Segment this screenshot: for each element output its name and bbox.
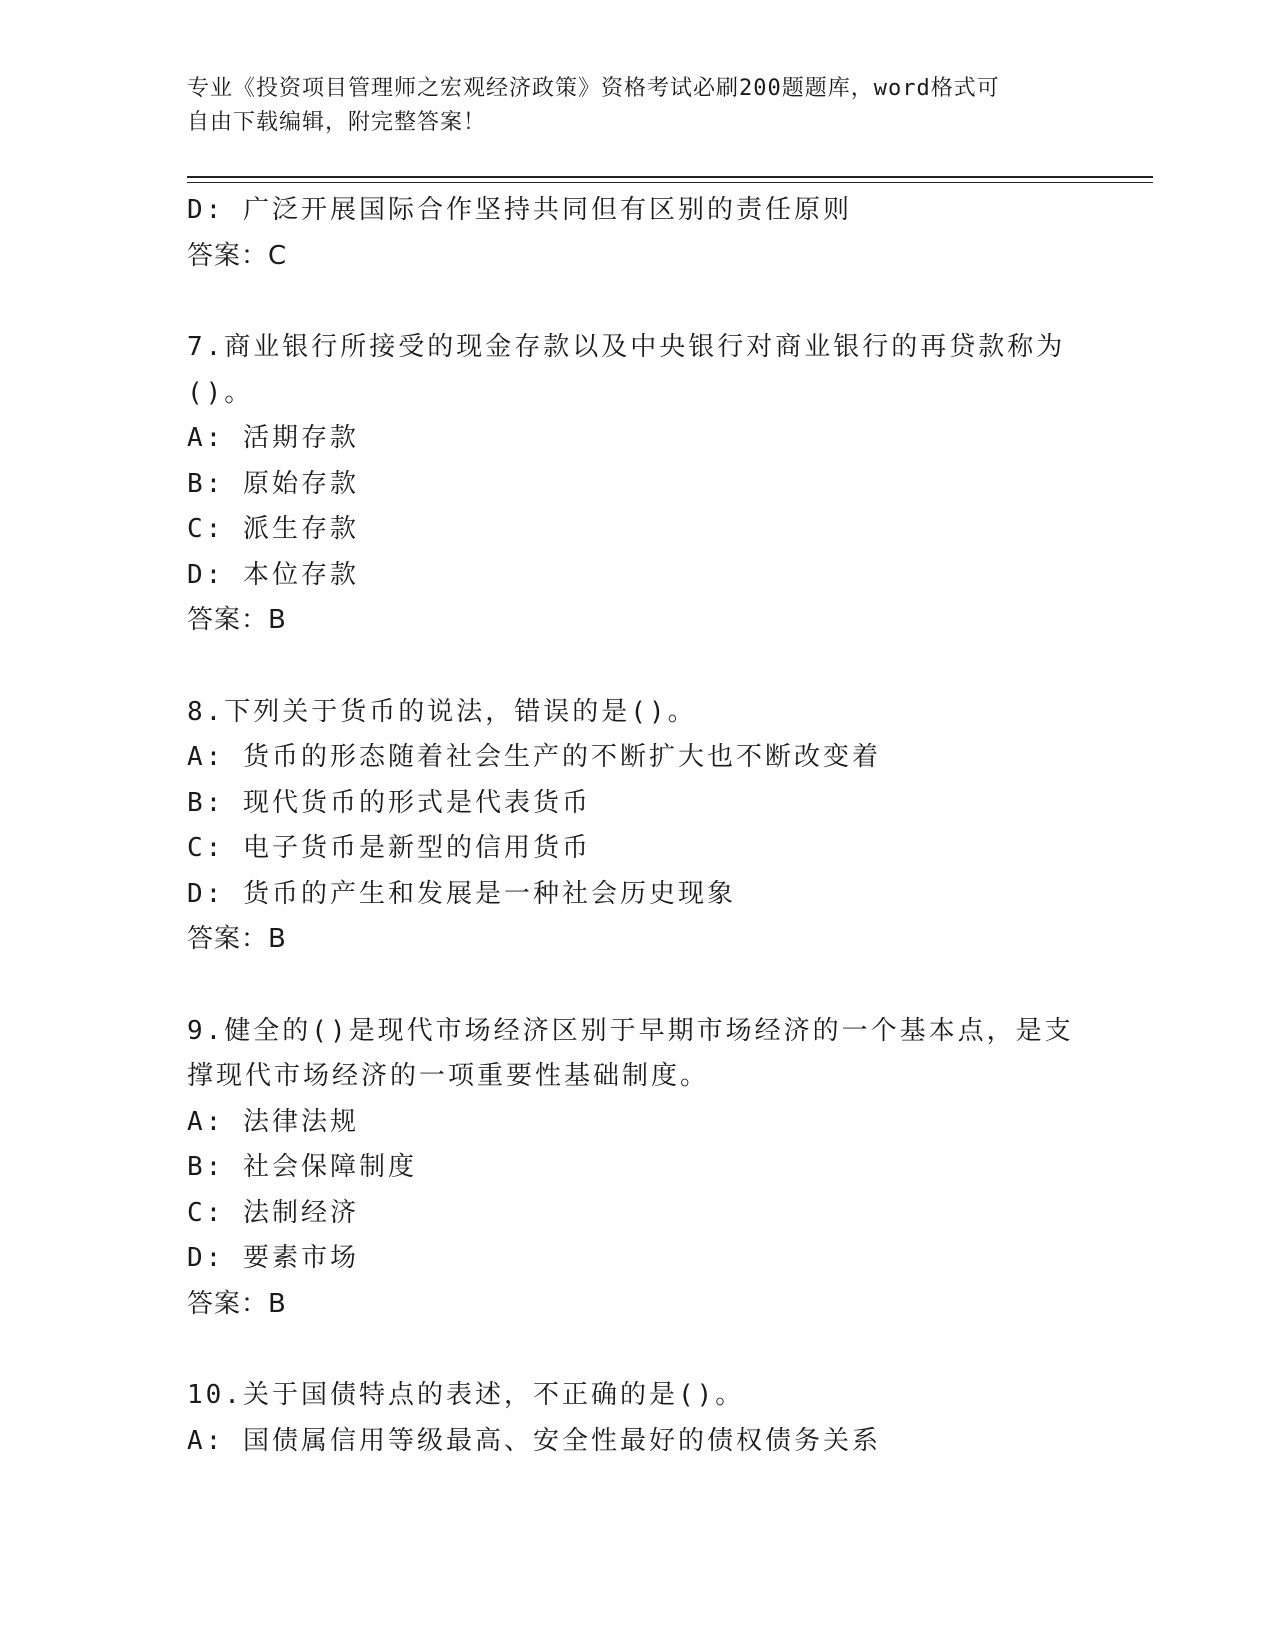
question-stem: 10.关于国债特点的表述，不正确的是()。 xyxy=(187,1380,745,1410)
option-d: D: 货币的产生和发展是一种社会历史现象 xyxy=(187,878,736,909)
header-title-line-2: 自由下载编辑，附完整答案！ xyxy=(187,110,487,135)
option-c: C: 法制经济 xyxy=(187,1197,359,1228)
spacer xyxy=(187,644,1087,690)
answer-label: 答案：B xyxy=(187,1288,287,1319)
header-divider-thick xyxy=(187,176,1153,178)
question-9 xyxy=(187,1009,1087,1328)
option-b: B: 原始存款 xyxy=(187,468,359,499)
document-header xyxy=(187,72,1067,140)
question-stem: 7.商业银行所接受的现金存款以及中央银行对商业银行的再贷款称为 xyxy=(187,332,1066,362)
header-divider-thin xyxy=(187,182,1153,183)
option-a: A: 法律法规 xyxy=(187,1106,359,1137)
question-stem-continued: 撑现代市场经济的一项重要性基础制度。 xyxy=(187,1061,710,1091)
question-stem: 8.下列关于货币的说法，错误的是()。 xyxy=(187,696,697,727)
option-b: B: 社会保障制度 xyxy=(187,1152,417,1182)
answer-label: 答案：C xyxy=(187,240,288,271)
option-a: A: 活期存款 xyxy=(187,423,359,453)
option-d: D: 广泛开展国际合作坚持共同但有区别的责任原则 xyxy=(187,195,852,225)
question-6-continued xyxy=(187,188,1087,279)
header-title-line-1: 专业《投资项目管理师之宏观经济政策》资格考试必刷200题题库，word格式可 xyxy=(187,76,1000,101)
answer-label: 答案：B xyxy=(187,924,287,954)
option-a: A: 国债属信用等级最高、安全性最好的债权债务关系 xyxy=(187,1425,881,1456)
option-d: D: 本位存款 xyxy=(187,559,359,590)
option-b: B: 现代货币的形式是代表货币 xyxy=(187,787,591,818)
question-7 xyxy=(187,325,1087,644)
question-stem: 9.健全的()是现代市场经济区别于早期市场经济的一个基本点，是支 xyxy=(187,1015,1074,1046)
answer-label: 答案：B xyxy=(187,605,287,635)
question-10 xyxy=(187,1373,1087,1464)
question-stem-continued: ()。 xyxy=(187,377,254,408)
option-a: A: 货币的形态随着社会生产的不断扩大也不断改变着 xyxy=(187,742,881,772)
question-list xyxy=(187,188,1087,1464)
option-c: C: 派生存款 xyxy=(187,514,359,544)
spacer xyxy=(187,279,1087,325)
option-d: D: 要素市场 xyxy=(187,1243,359,1273)
option-c: C: 电子货币是新型的信用货币 xyxy=(187,833,591,863)
spacer xyxy=(187,1327,1087,1373)
spacer xyxy=(187,963,1087,1009)
question-8 xyxy=(187,690,1087,963)
